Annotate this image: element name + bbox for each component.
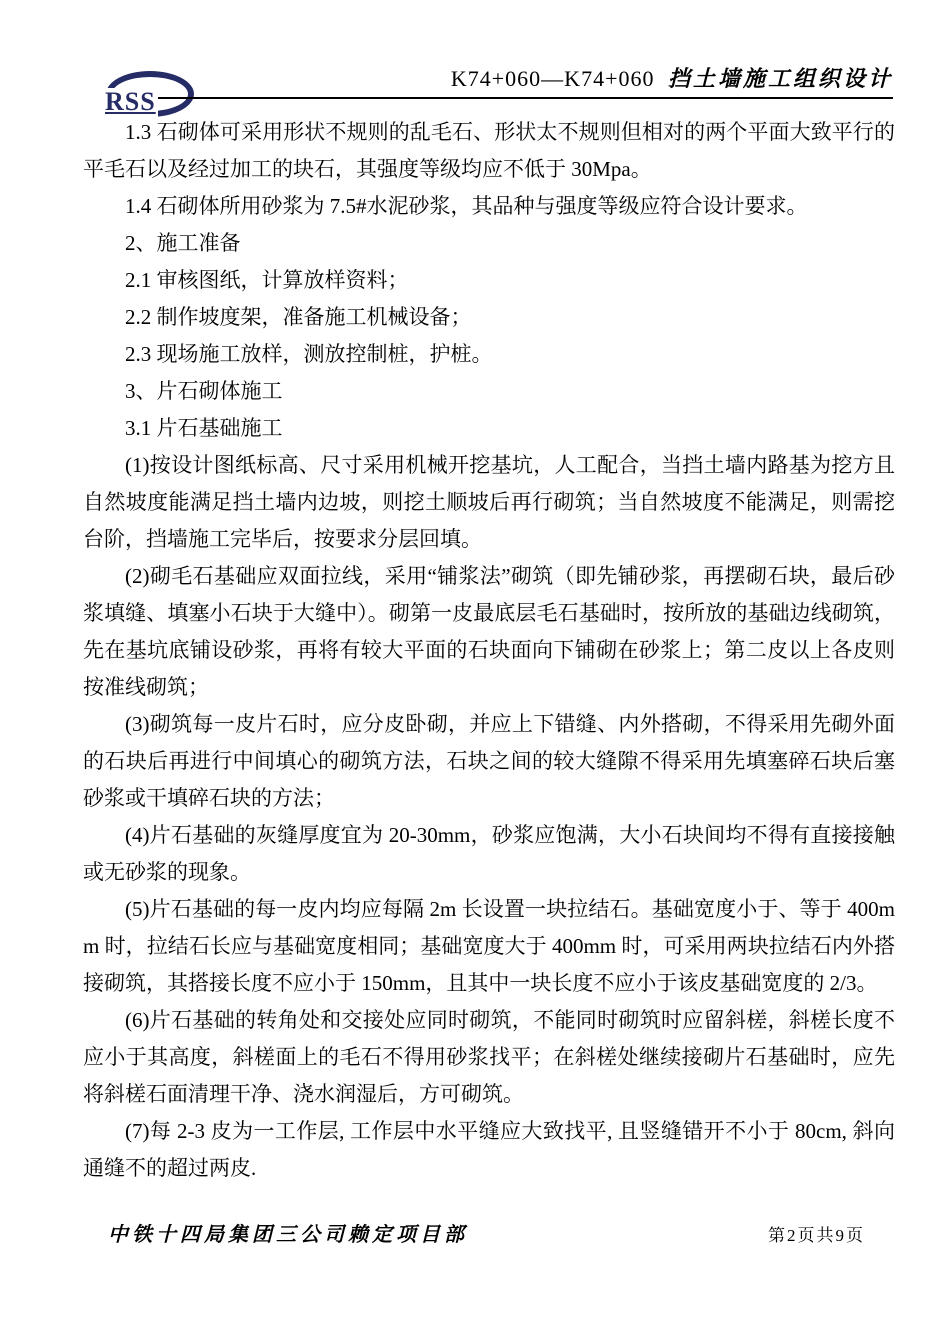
clause-1-4: 1.4 石砌体所用砂浆为 7.5#水泥砂浆，其品种与强度等级应符合设计要求。 — [125, 194, 808, 218]
clause-2-2: 2.2 制作坡度架，准备施工机械设备； — [125, 305, 472, 329]
heading-3-rubble-masonry-construction: 3、片石砌体施工 — [125, 379, 283, 403]
document-body — [83, 114, 895, 1187]
clause-2-3: 2.3 现场施工放样，测放控制桩，护桩。 — [125, 342, 493, 366]
footer-organization: 中铁十四局集团三公司赖定项目部 — [108, 1224, 468, 1246]
clause-1-3: 1.3 石砌体可采用形状不规则的乱毛石、形状太不规则但相对的两个平面大致平行的平毛石以及经过加工的块石，其强度等级均应不低于 30Mpa。 — [83, 120, 895, 181]
item-7: (7)每 2-3 皮为一工作层, 工作层中水平缝应大致找平, 且竖缝错开不小于 80cm, 斜向通缝不的超过两皮. — [83, 1119, 895, 1180]
clause-2-1: 2.1 审核图纸，计算放样资料； — [125, 268, 409, 292]
header-title-stake-code: K74+060—K74+060 — [450, 66, 655, 91]
heading-2-construction-preparation: 2、施工准备 — [125, 231, 241, 255]
footer-page-number: 第2页共9页 — [768, 1226, 865, 1245]
page-footer — [108, 1218, 865, 1247]
header-title-document-name: 挡土墙施工组织设计 — [667, 66, 893, 91]
header-title — [451, 62, 893, 93]
item-4: (4)片石基础的灰缝厚度宜为 20-30mm，砂浆应饱满，大小石块间均不得有直接接触或无砂浆的现象。 — [83, 823, 895, 884]
item-5: (5)片石基础的每一皮内均应每隔 2m 长设置一块拉结石。基础宽度小于、等于 400mm 时，拉结石长应与基础宽度相同；基础宽度大于 400mm 时，可采用两块拉结石内外搭接砌筑，其搭接长度不应小于 150mm，且其中一块长度不应小于该皮基础宽度的 2/3。 — [83, 897, 895, 995]
item-3: (3)砌筑每一皮片石时，应分皮卧砌，并应上下错缝、内外搭砌，不得采用先砌外面的石块后再进行中间填心的砌筑方法，石块之间的较大缝隙不得采用先填塞碎石块后塞砂浆或干填碎石块的方法； — [83, 712, 895, 810]
header-divider — [158, 97, 893, 99]
item-6: (6)片石基础的转角处和交接处应同时砌筑，不能同时砌筑时应留斜槎，斜槎长度不应小于其高度，斜槎面上的毛石不得用砂浆找平；在斜槎处继续接砌片石基础时，应先将斜槎石面清理干净、浇水润湿后，方可砌筑。 — [83, 1008, 895, 1106]
item-2: (2)砌毛石基础应双面拉线，采用“铺浆法”砌筑（即先铺砂浆，再摆砌石块，最后砂浆填缝、填塞小石块于大缝中）。砌第一皮最底层毛石基础时，按所放的基础边线砌筑，先在基坑底铺设砂浆，再将有较大平面的石块面向下铺砌在砂浆上；第二皮以上各皮则按准线砌筑； — [83, 564, 895, 699]
heading-3-1-rubble-foundation: 3.1 片石基础施工 — [125, 416, 283, 440]
item-1: (1)按设计图纸标高、尺寸采用机械开挖基坑，人工配合，当挡土墙内路基为挖方且自然坡度能满足挡土墙内边坡，则挖土顺坡后再行砌筑；当自然坡度不能满足，则需挖台阶，挡墙施工完毕后，按要求分层回填。 — [83, 453, 895, 551]
logo-text: RSS — [105, 87, 156, 116]
